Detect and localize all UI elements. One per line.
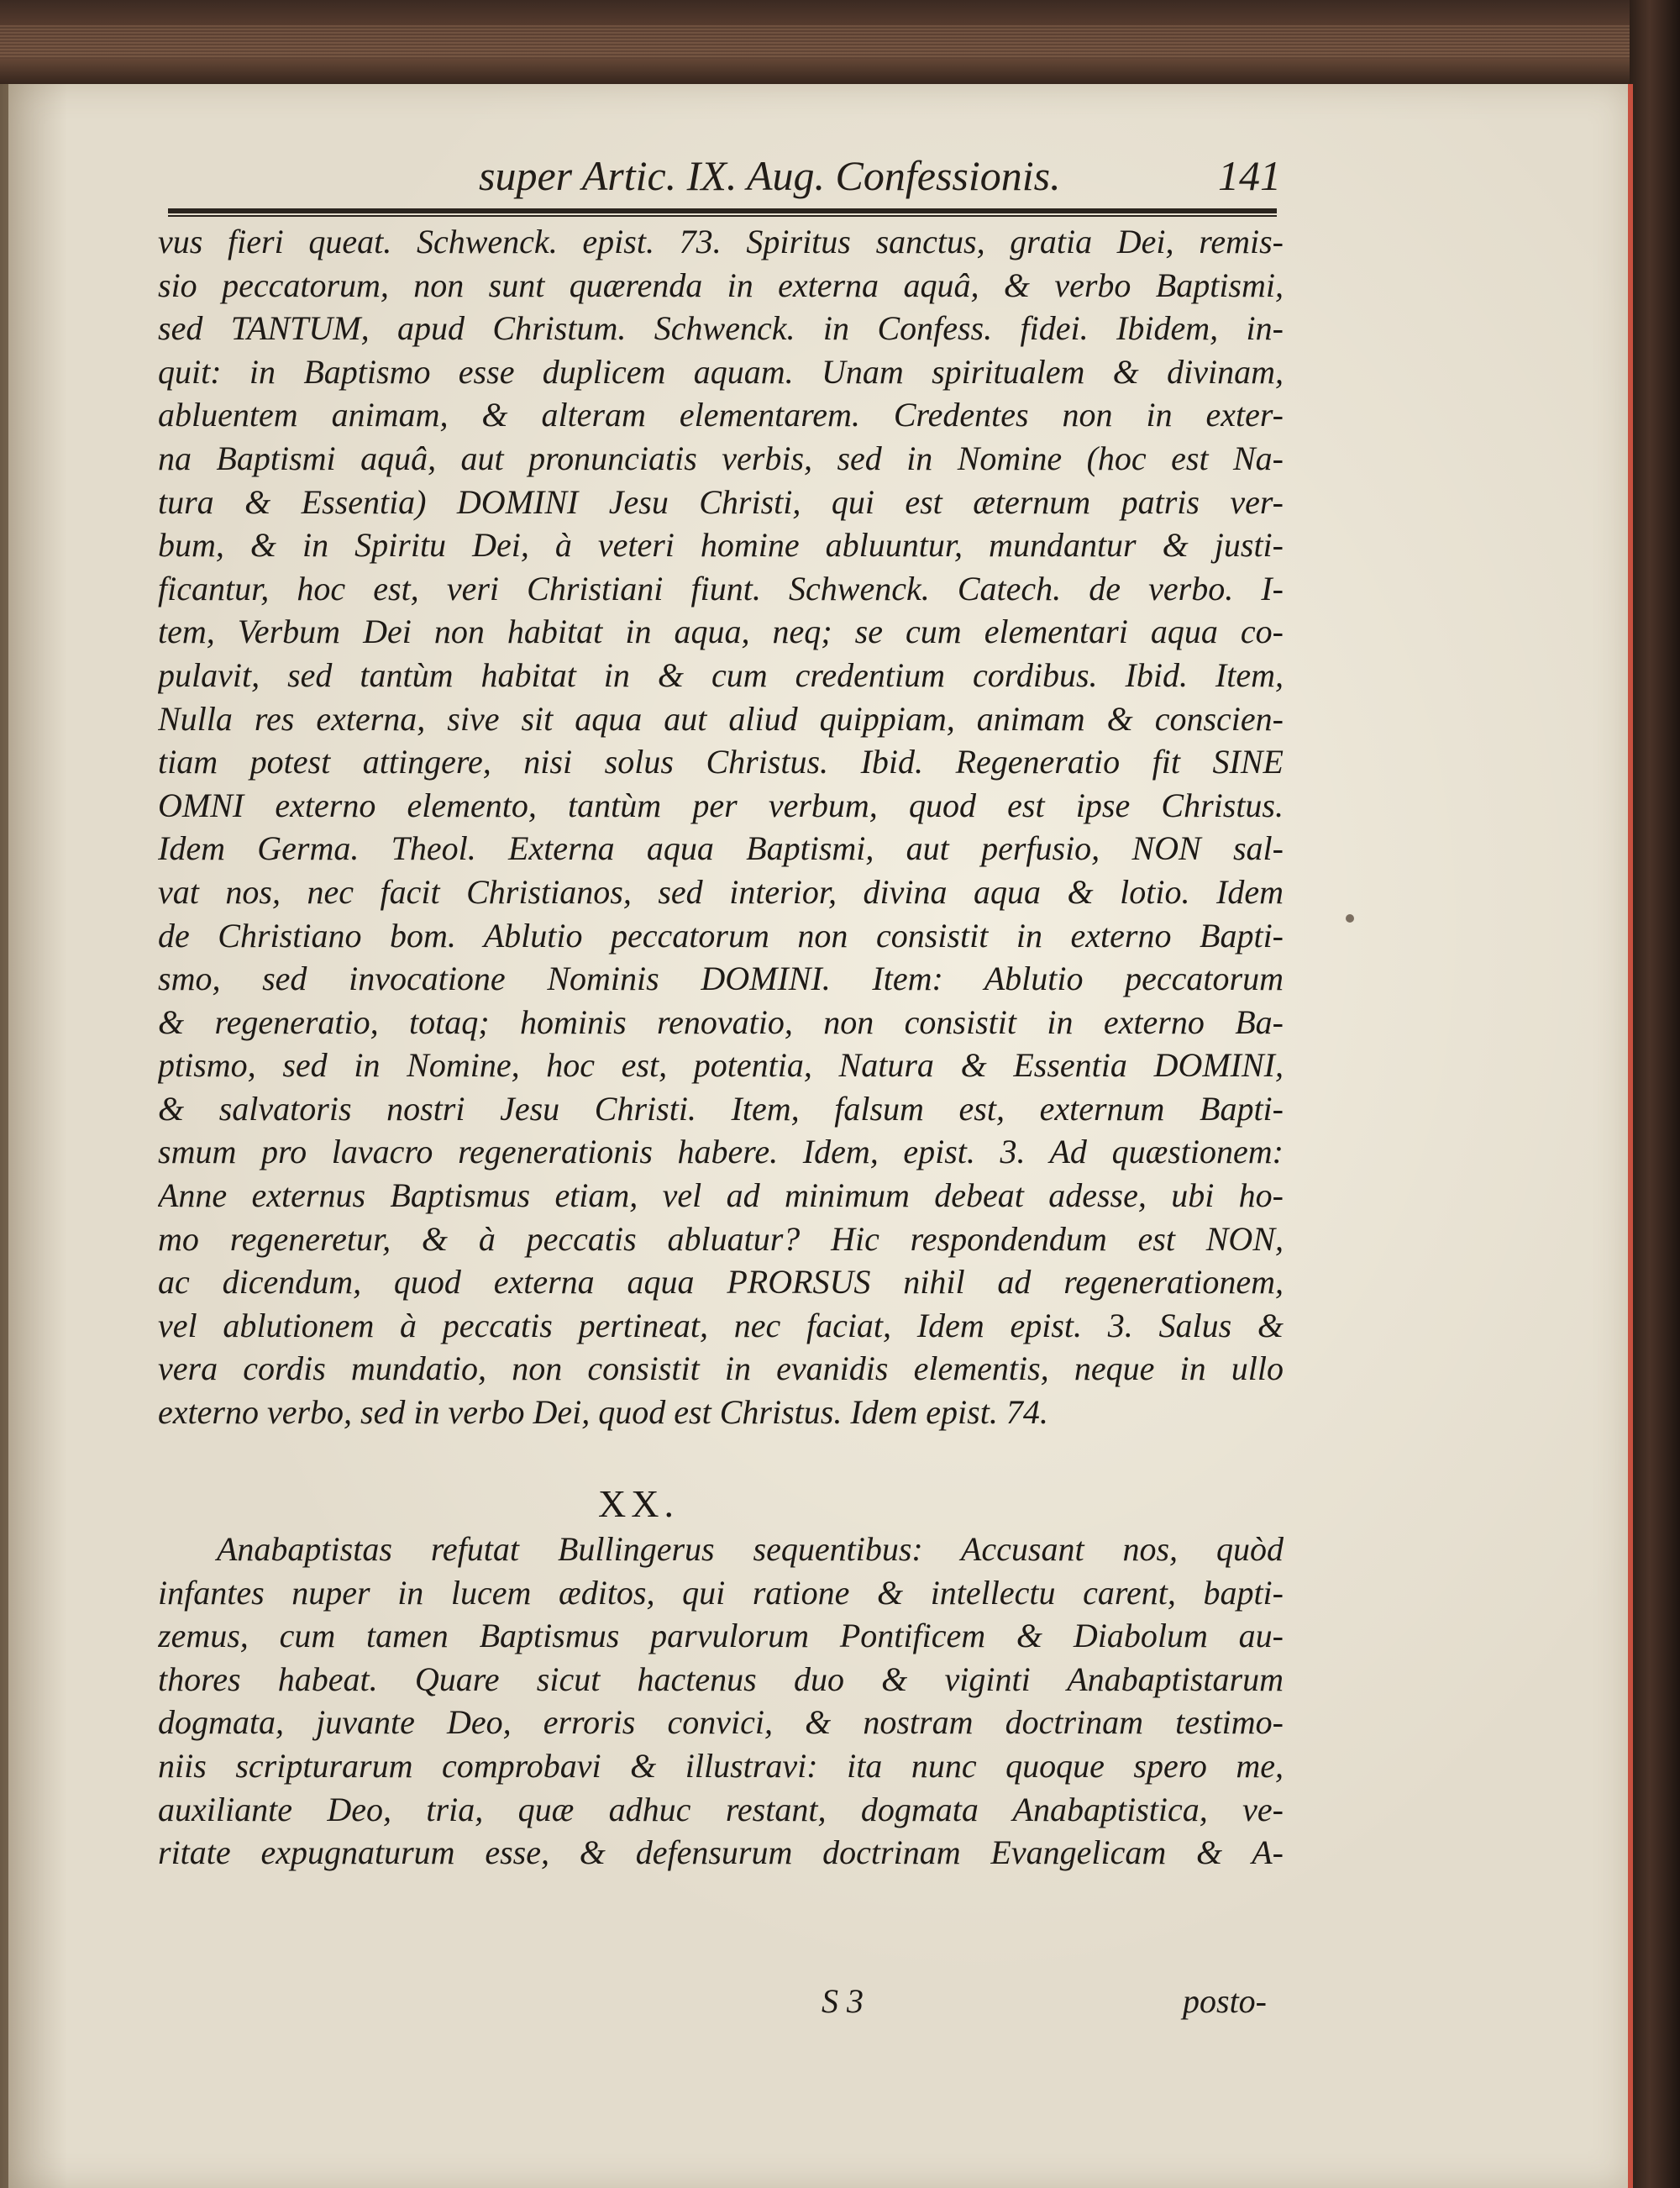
text-line: Nulla res externa, sive sit aqua aut aliud quippiam, animam & conscien- xyxy=(158,699,1284,738)
text-line: tiam potest attingere, nisi solus Christus. Ibid. Regeneratio fit SINE xyxy=(158,743,1284,781)
text-line: tem, Verbum Dei non habitat in aqua, neq; se cum elementari aqua co- xyxy=(158,613,1284,651)
text-line: Anne externus Baptismus etiam, vel ad minimum debeat adesse, ubi ho- xyxy=(158,1176,1284,1215)
text-line: ficantur, hoc est, veri Christiani fiunt. Schwenck. Catech. de verbo. I- xyxy=(158,569,1284,607)
running-head: super Artic. IX. Aug. Confessionis. xyxy=(479,152,1061,199)
text-line: ptismo, sed in Nomine, hoc est, potentia, Natura & Essentia DOMINI, xyxy=(158,1046,1284,1085)
book-page xyxy=(8,84,1633,2188)
text-line: thores habeat. Quare sicut hactenus duo & viginti Anabaptistarum xyxy=(158,1659,1284,1698)
signature-mark: S 3 xyxy=(822,1982,864,2020)
text-line: sed TANTUM, apud Christum. Schwenck. in Confess. fidei. Ibidem, in- xyxy=(158,309,1284,348)
text-line: sio peccatorum, non sunt quærenda in externa aquâ, & verbo Baptismi, xyxy=(158,266,1284,304)
text-line: ritate expugnaturum esse, & defensurum doctrinam Evangelicam & A- xyxy=(158,1833,1284,1872)
section-text xyxy=(158,1528,1284,1875)
text-line: externo verbo, sed in verbo Dei, quod est Christus. Idem epist. 74. xyxy=(158,1393,1048,1432)
text-line: vus fieri queat. Schwenck. epist. 73. Spiritus sanctus, gratia Dei, remis- xyxy=(158,223,1284,260)
ink-speck xyxy=(1346,914,1354,923)
catchword: posto- xyxy=(1183,1982,1267,2020)
text-line: de Christiano bom. Ablutio peccatorum non consistit in externo Bapti- xyxy=(158,916,1284,955)
text-line: zemus, cum tamen Baptismus parvulorum Pontificem & Diabolum au- xyxy=(158,1617,1284,1655)
text-line: niis scripturarum comprobavi & illustravi: ita nunc quoque spero me, xyxy=(158,1746,1284,1785)
text-line: infantes nuper in lucem æditos, qui ratione & intellectu carent, bapti- xyxy=(158,1573,1284,1612)
text-line: quit: in Baptismo esse duplicem aquam. Unam spiritualem & divinam, xyxy=(158,352,1284,391)
text-line: vera cordis mundatio, non consistit in evanidis elementis, neque in ullo xyxy=(158,1349,1284,1388)
text-line: vat nos, nec facit Christianos, sed interior, divina aqua & lotio. Idem xyxy=(158,872,1284,911)
text-line: tura & Essentia) DOMINI Jesu Christi, qui est æternum patris ver- xyxy=(158,482,1284,521)
text-line: & regeneratio, totaq; hominis renovatio, non consistit in externo Ba- xyxy=(158,1002,1284,1041)
header-rule xyxy=(168,208,1277,213)
page-number: 141 xyxy=(1218,152,1281,199)
text-line: abluentem animam, & alteram elementarem. Credentes non in exter- xyxy=(158,396,1284,434)
text-line: auxiliante Deo, tria, quæ adhuc restant, dogmata Anabaptistica, ve- xyxy=(158,1790,1284,1828)
page-edges xyxy=(0,25,1680,59)
text-line: smum pro lavacro regenerationis habere. Idem, epist. 3. Ad quæstionem: xyxy=(158,1133,1284,1171)
page-header xyxy=(8,150,1628,217)
text-line: bum, & in Spiritu Dei, à veteri homine abluuntur, mundantur & justi- xyxy=(158,526,1284,565)
text-line: & salvatoris nostri Jesu Christi. Item, falsum est, externum Bapti- xyxy=(158,1089,1284,1128)
text-line: smo, sed invocatione Nominis DOMINI. Item: Ablutio peccatorum xyxy=(158,960,1284,998)
text-line: Idem Germa. Theol. Externa aqua Baptismi, aut perfusio, NON sal- xyxy=(158,829,1284,868)
book-top-edge xyxy=(0,0,1680,88)
text-line: Anabaptistas refutat Bullingerus sequentibus: Accusant nos, quòd xyxy=(217,1530,1284,1568)
page-footer xyxy=(8,1981,1628,2032)
text-line: na Baptismi aquâ, aut pronunciatis verbis, sed in Nomine (hoc est Na- xyxy=(158,439,1284,477)
body-text xyxy=(158,220,1284,1434)
book-right-edge xyxy=(1630,0,1680,2188)
text-line: OMNI externo elemento, tantùm per verbum, quod est ipse Christus. xyxy=(158,786,1284,824)
text-line: ac dicendum, quod externa aqua PRORSUS nihil ad regenerationem, xyxy=(158,1263,1284,1302)
text-line: pulavit, sed tantùm habitat in & cum credentium cordibus. Ibid. Item, xyxy=(158,655,1284,694)
text-line: vel ablutionem à peccatis pertineat, nec faciat, Idem epist. 3. Salus & xyxy=(158,1306,1284,1344)
text-line: mo regeneretur, & à peccatis abluatur? Hic respondendum est NON, xyxy=(158,1219,1284,1258)
text-line: dogmata, juvante Deo, erroris convici, & nostram doctrinam testimo- xyxy=(158,1703,1284,1742)
section-number: XX. xyxy=(598,1482,679,1525)
